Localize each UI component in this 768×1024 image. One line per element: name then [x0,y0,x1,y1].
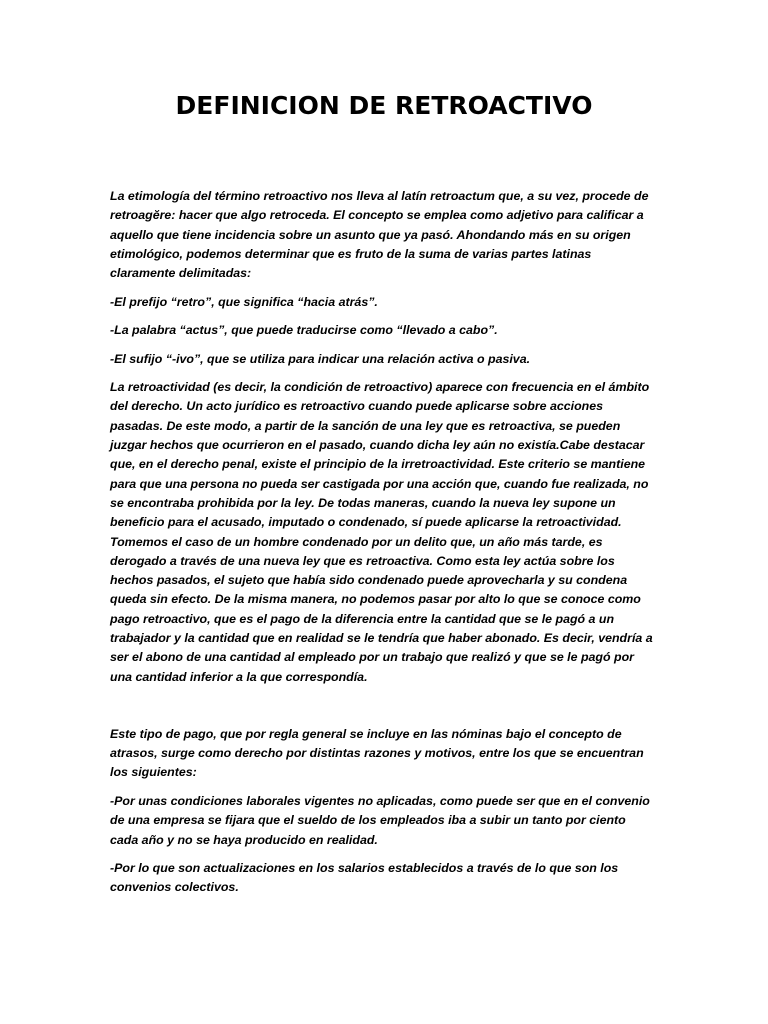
list-item-salary-updates: -Por lo que son actualizaciones en los salarios establecidos a través de lo que son los convenios colectivos. [110,861,619,895]
document-title: DEFINICION DE RETROACTIVO [175,91,593,120]
list-item-word: -La palabra “actus”, que puede traducirse como “llevado a cabo”. [110,323,498,338]
paragraph-etymology: La etimología del término retroactivo nos lleva al latín retroactum que, a su vez, procede de retroagĕre: hacer que algo retroceda. El concepto se emplea como adjetivo para calificar a aquello que tiene incidencia sobre un asunto que ya pasó. Ahondando más en su origen etimológico, podemos determinar que es fruto de la suma de varias partes latinas claramente delimitadas: [110,189,649,281]
paragraph-payment-type: Este tipo de pago, que por regla general se incluye en las nóminas bajo el concepto de atrasos, surge como derecho por distintas razones y motivos, entre los que se encuentran los siguientes: [110,726,644,780]
document-body [110,187,657,907]
list-item-prefix: -El prefijo “retro”, que significa “hacia atrás”. [110,294,378,309]
paragraph-retroactivity: La retroactividad (es decir, la condición de retroactivo) aparece con frecuencia en el ámbito del derecho. Un acto jurídico es retroactivo cuando puede aplicarse sobre acciones pasadas. De este modo, a partir de la sanción de una ley que es retroactiva, se pueden juzgar hechos que ocurrieron en el pasado, cuando dicha ley aún no existía.Cabe destacar que, en el derecho penal, existe el principio de la irretroactividad. Este criterio se mantiene para que una persona no pueda ser castigada por una acción que, cuando fue realizada, no se encontraba prohibida por la ley. De todas maneras, cuando la nueva ley supone un beneficio para el acusado, imputado o condenado, sí puede aplicarse la retroactividad. Tomemos el caso de un hombre condenado por un delito que, un año más tarde, es derogado a través de una nueva ley que es retroactiva. Como esta ley actúa sobre los hechos pasados, el sujeto que había sido condenado puede aprovecharla y su condena queda sin efecto. De la misma manera, no podemos pasar por alto lo que se conoce como pago retroactivo, que es el pago de la diferencia entre la cantidad que se le pagó a un trabajador y la cantidad que en realidad se le tendría que haber abonado. Es decir, vendría a ser el abono de una cantidad al empleado por un trabajo que realizó y que se le pagó por una cantidad inferior a la que correspondía. [110,380,653,684]
list-item-labor-conditions: -Por unas condiciones laborales vigentes no aplicadas, como puede ser que en el convenio de una empresa se fijara que el sueldo de los empleados iba a subir un tanto por ciento cada año y no se haya producido en realidad. [110,793,650,847]
list-item-suffix: -El sufijo “-ivo”, que se utiliza para indicar una relación activa o pasiva. [110,351,531,366]
